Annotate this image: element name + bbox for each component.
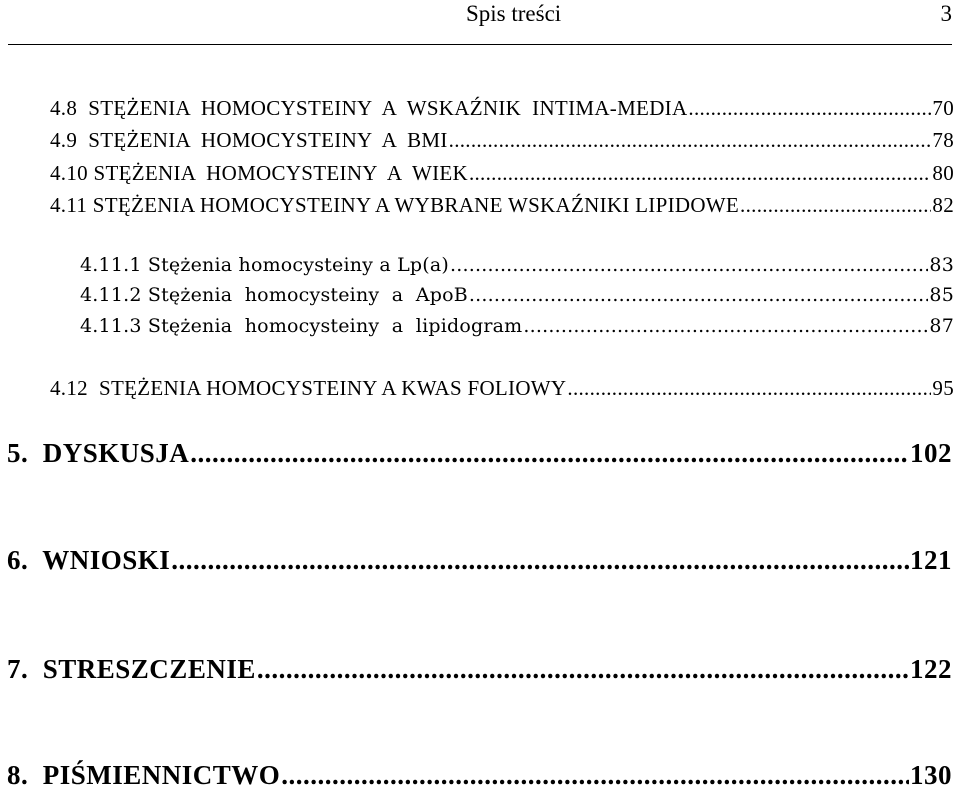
toc-entry-page: 70	[932, 96, 954, 120]
toc-leader-dots	[449, 128, 932, 153]
toc-entry-4-12[interactable]	[50, 376, 954, 401]
toc-leader-dots	[257, 654, 909, 685]
toc-entry-title: 4.8 STĘŻENIA HOMOCYSTEINY A WSKAŹNIK INTIMA-MEDIA	[50, 96, 688, 120]
toc-entry-title: 4.9 STĘŻENIA HOMOCYSTEINY A BMI	[50, 128, 448, 152]
toc-entry-page: 122	[910, 654, 952, 684]
toc-entry-title: 8. PIŚMIENNICTWO	[7, 760, 281, 790]
toc-leader-dots	[567, 376, 931, 401]
toc-entry-page: 95	[932, 376, 954, 400]
toc-entry-page: 80	[932, 161, 954, 185]
toc-entry-page: 83	[929, 254, 954, 276]
toc-leader-dots	[171, 545, 909, 576]
toc-entry-4-11-1[interactable]	[80, 254, 954, 276]
toc-leader-dots	[523, 315, 928, 337]
toc-entry-page: 102	[910, 438, 952, 468]
page-header	[8, 0, 952, 45]
toc-entry-4-9[interactable]	[50, 128, 954, 153]
toc-leader-dots	[740, 193, 931, 218]
toc-entry-page: 87	[929, 315, 954, 337]
toc-entry-title: 6. WNIOSKI	[7, 545, 171, 575]
toc-entry-8[interactable]	[7, 760, 952, 791]
toc-entry-4-11[interactable]	[50, 193, 954, 218]
toc-entry-title: 4.11.3 Stężenia homocysteiny a lipidogram	[80, 315, 523, 337]
toc-leader-dots	[281, 760, 909, 791]
toc-entry-title: 4.11.2 Stężenia homocysteiny a ApoB	[80, 284, 468, 306]
toc-entry-title: 4.11 STĘŻENIA HOMOCYSTEINY A WYBRANE WSKAŹNIKI LIPIDOWE	[50, 193, 740, 217]
toc-entry-page: 130	[910, 760, 952, 790]
toc-entry-page: 85	[929, 284, 954, 306]
toc-entry-4-8[interactable]	[50, 96, 954, 121]
toc-entry-7[interactable]	[7, 654, 952, 685]
toc-entry-5[interactable]	[7, 438, 952, 469]
toc-entry-6[interactable]	[7, 545, 952, 576]
toc-entry-title: 4.12 STĘŻENIA HOMOCYSTEINY A KWAS FOLIOWY	[50, 376, 567, 400]
toc-entry-page: 121	[910, 545, 952, 575]
toc-entry-4-11-2[interactable]	[80, 284, 954, 306]
header-page-number: 3	[940, 1, 952, 26]
toc-leader-dots	[450, 254, 928, 276]
toc-entry-title: 4.11.1 Stężenia homocysteiny a Lp(a)	[80, 254, 450, 276]
toc-entry-4-11-3[interactable]	[80, 315, 954, 337]
toc-leader-dots	[688, 96, 931, 121]
toc-entry-page: 82	[932, 193, 954, 217]
toc-entry-page: 78	[932, 128, 954, 152]
toc-entry-title: 7. STRESZCZENIE	[7, 654, 256, 684]
toc-leader-dots	[469, 284, 929, 306]
toc-leader-dots	[190, 438, 909, 469]
toc-leader-dots	[469, 161, 931, 186]
toc-entry-4-10[interactable]	[50, 161, 954, 186]
toc-entry-title: 5. DYSKUSJA	[7, 438, 190, 468]
toc-entry-title: 4.10 STĘŻENIA HOMOCYSTEINY A WIEK	[50, 161, 468, 185]
header-title: Spis treści	[466, 1, 562, 26]
